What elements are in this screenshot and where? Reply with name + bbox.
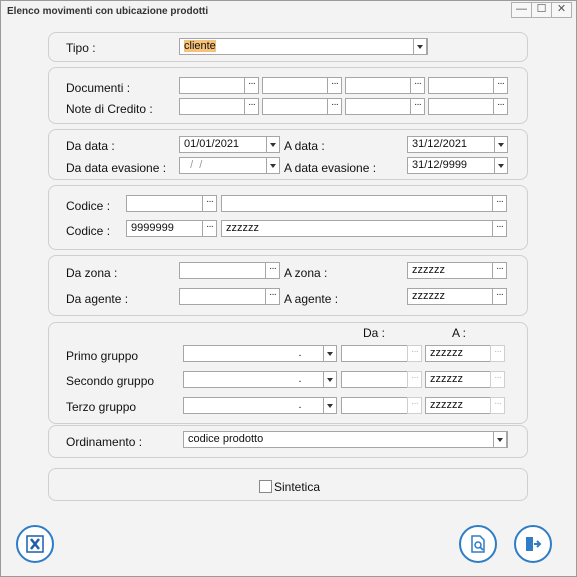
- close-button[interactable]: ✕: [551, 2, 572, 18]
- secondo-gruppo-label: Secondo gruppo: [66, 374, 155, 388]
- exit-button[interactable]: [514, 525, 552, 563]
- a-agente-lookup[interactable]: ···: [492, 288, 507, 305]
- documenti-lookup-1[interactable]: ···: [244, 77, 259, 94]
- a-data-field[interactable]: 31/12/2021: [407, 136, 508, 153]
- da-agente-lookup[interactable]: ···: [265, 288, 280, 305]
- codice-to-description[interactable]: zzzzzz: [221, 220, 493, 237]
- codice-to-label: Codice :: [66, 224, 111, 238]
- note-credito-lookup-2[interactable]: ···: [327, 98, 342, 115]
- tipo-select[interactable]: [179, 38, 428, 55]
- ordinamento-select[interactable]: codice prodotto: [183, 431, 508, 448]
- da-data-field[interactable]: 01/01/2021: [179, 136, 280, 153]
- da-zona-field[interactable]: [179, 262, 266, 279]
- exit-door-icon: [524, 535, 542, 553]
- note-credito-field-4[interactable]: [428, 98, 494, 115]
- note-credito-field-2[interactable]: [262, 98, 328, 115]
- terzo-gruppo-label: Terzo gruppo: [66, 400, 137, 414]
- documenti-lookup-4[interactable]: ···: [493, 77, 508, 94]
- da-data-label: Da data :: [66, 139, 115, 153]
- ordinamento-dropdown-icon[interactable]: [493, 431, 507, 448]
- note-credito-label: Note di Credito :: [66, 102, 153, 116]
- codice-to-field[interactable]: 9999999: [126, 220, 203, 237]
- sintetica-label: Sintetica: [274, 480, 321, 494]
- documenti-lookup-2[interactable]: ···: [327, 77, 342, 94]
- note-credito-field-1[interactable]: [179, 98, 245, 115]
- a-zona-label: A zona :: [284, 266, 328, 280]
- gruppi-a-header: A :: [452, 326, 467, 340]
- codice-to-lookup[interactable]: ···: [202, 220, 217, 237]
- da-evasione-field[interactable]: / /: [179, 157, 280, 174]
- a-data-calendar-icon[interactable]: [494, 136, 508, 153]
- documenti-label: Documenti :: [66, 81, 131, 95]
- da-data-calendar-icon[interactable]: [266, 136, 280, 153]
- da-zona-label: Da zona :: [66, 266, 118, 280]
- secondo-gruppo-select[interactable]: .: [183, 371, 337, 388]
- note-credito-field-3[interactable]: [345, 98, 411, 115]
- title-bar: [1, 1, 576, 21]
- documenti-field-4[interactable]: [428, 77, 494, 94]
- terzo-gruppo-select[interactable]: .: [183, 397, 337, 414]
- primo-gruppo-da-field[interactable]: [341, 345, 408, 362]
- preview-search-icon: [469, 535, 487, 553]
- note-credito-lookup-1[interactable]: ···: [244, 98, 259, 115]
- a-zona-field[interactable]: zzzzzz: [407, 262, 493, 279]
- primo-gruppo-a-lookup[interactable]: ···: [490, 345, 505, 362]
- secondo-gruppo-da-field[interactable]: [341, 371, 408, 388]
- print-preview-button[interactable]: [459, 525, 497, 563]
- documenti-field-1[interactable]: [179, 77, 245, 94]
- da-evasione-calendar-icon[interactable]: [266, 157, 280, 174]
- a-evasione-calendar-icon[interactable]: [494, 157, 508, 174]
- codice-from-lookup[interactable]: ···: [202, 195, 217, 212]
- excel-export-button[interactable]: [16, 525, 54, 563]
- primo-gruppo-dropdown-icon[interactable]: [323, 345, 337, 362]
- da-agente-field[interactable]: [179, 288, 266, 305]
- tipo-value: cliente: [184, 40, 216, 52]
- a-agente-label: A agente :: [284, 292, 339, 306]
- window-title: Elenco movimenti con ubicazione prodotti: [7, 6, 209, 17]
- primo-gruppo-label: Primo gruppo: [66, 349, 139, 363]
- tipo-label: Tipo :: [66, 41, 96, 55]
- terzo-gruppo-da-field[interactable]: [341, 397, 408, 414]
- secondo-gruppo-da-lookup[interactable]: ···: [407, 371, 422, 388]
- terzo-gruppo-da-lookup[interactable]: ···: [407, 397, 422, 414]
- codice-from-desc-lookup[interactable]: ···: [492, 195, 507, 212]
- da-evasione-label: Da data evasione :: [66, 161, 167, 175]
- codice-from-label: Codice :: [66, 199, 111, 213]
- terzo-gruppo-a-lookup[interactable]: ···: [490, 397, 505, 414]
- gruppi-da-header: Da :: [363, 326, 386, 340]
- tipo-dropdown-icon[interactable]: [413, 38, 427, 55]
- terzo-gruppo-a-field[interactable]: zzzzzz: [425, 397, 491, 414]
- a-evasione-field[interactable]: 31/12/9999: [407, 157, 508, 174]
- primo-gruppo-select[interactable]: .: [183, 345, 337, 362]
- da-agente-label: Da agente :: [66, 292, 129, 306]
- secondo-gruppo-a-field[interactable]: zzzzzz: [425, 371, 491, 388]
- documenti-field-2[interactable]: [262, 77, 328, 94]
- note-credito-lookup-4[interactable]: ···: [493, 98, 508, 115]
- minimize-button[interactable]: —: [511, 2, 532, 18]
- secondo-gruppo-a-lookup[interactable]: ···: [490, 371, 505, 388]
- codice-from-field[interactable]: [126, 195, 203, 212]
- ordinamento-label: Ordinamento :: [66, 435, 143, 449]
- documenti-field-3[interactable]: [345, 77, 411, 94]
- a-zona-lookup[interactable]: ···: [492, 262, 507, 279]
- maximize-button[interactable]: ☐: [531, 2, 552, 18]
- primo-gruppo-da-lookup[interactable]: ···: [407, 345, 422, 362]
- codice-from-description[interactable]: [221, 195, 493, 212]
- note-credito-lookup-3[interactable]: ···: [410, 98, 425, 115]
- documenti-lookup-3[interactable]: ···: [410, 77, 425, 94]
- codice-to-desc-lookup[interactable]: ···: [492, 220, 507, 237]
- primo-gruppo-a-field[interactable]: zzzzzz: [425, 345, 491, 362]
- a-agente-field[interactable]: zzzzzz: [407, 288, 493, 305]
- da-zona-lookup[interactable]: ···: [265, 262, 280, 279]
- sintetica-checkbox[interactable]: [259, 480, 272, 493]
- a-data-label: A data :: [284, 139, 325, 153]
- secondo-gruppo-dropdown-icon[interactable]: [323, 371, 337, 388]
- a-evasione-label: A data evasione :: [284, 161, 377, 175]
- terzo-gruppo-dropdown-icon[interactable]: [323, 397, 337, 414]
- excel-icon: [26, 535, 44, 553]
